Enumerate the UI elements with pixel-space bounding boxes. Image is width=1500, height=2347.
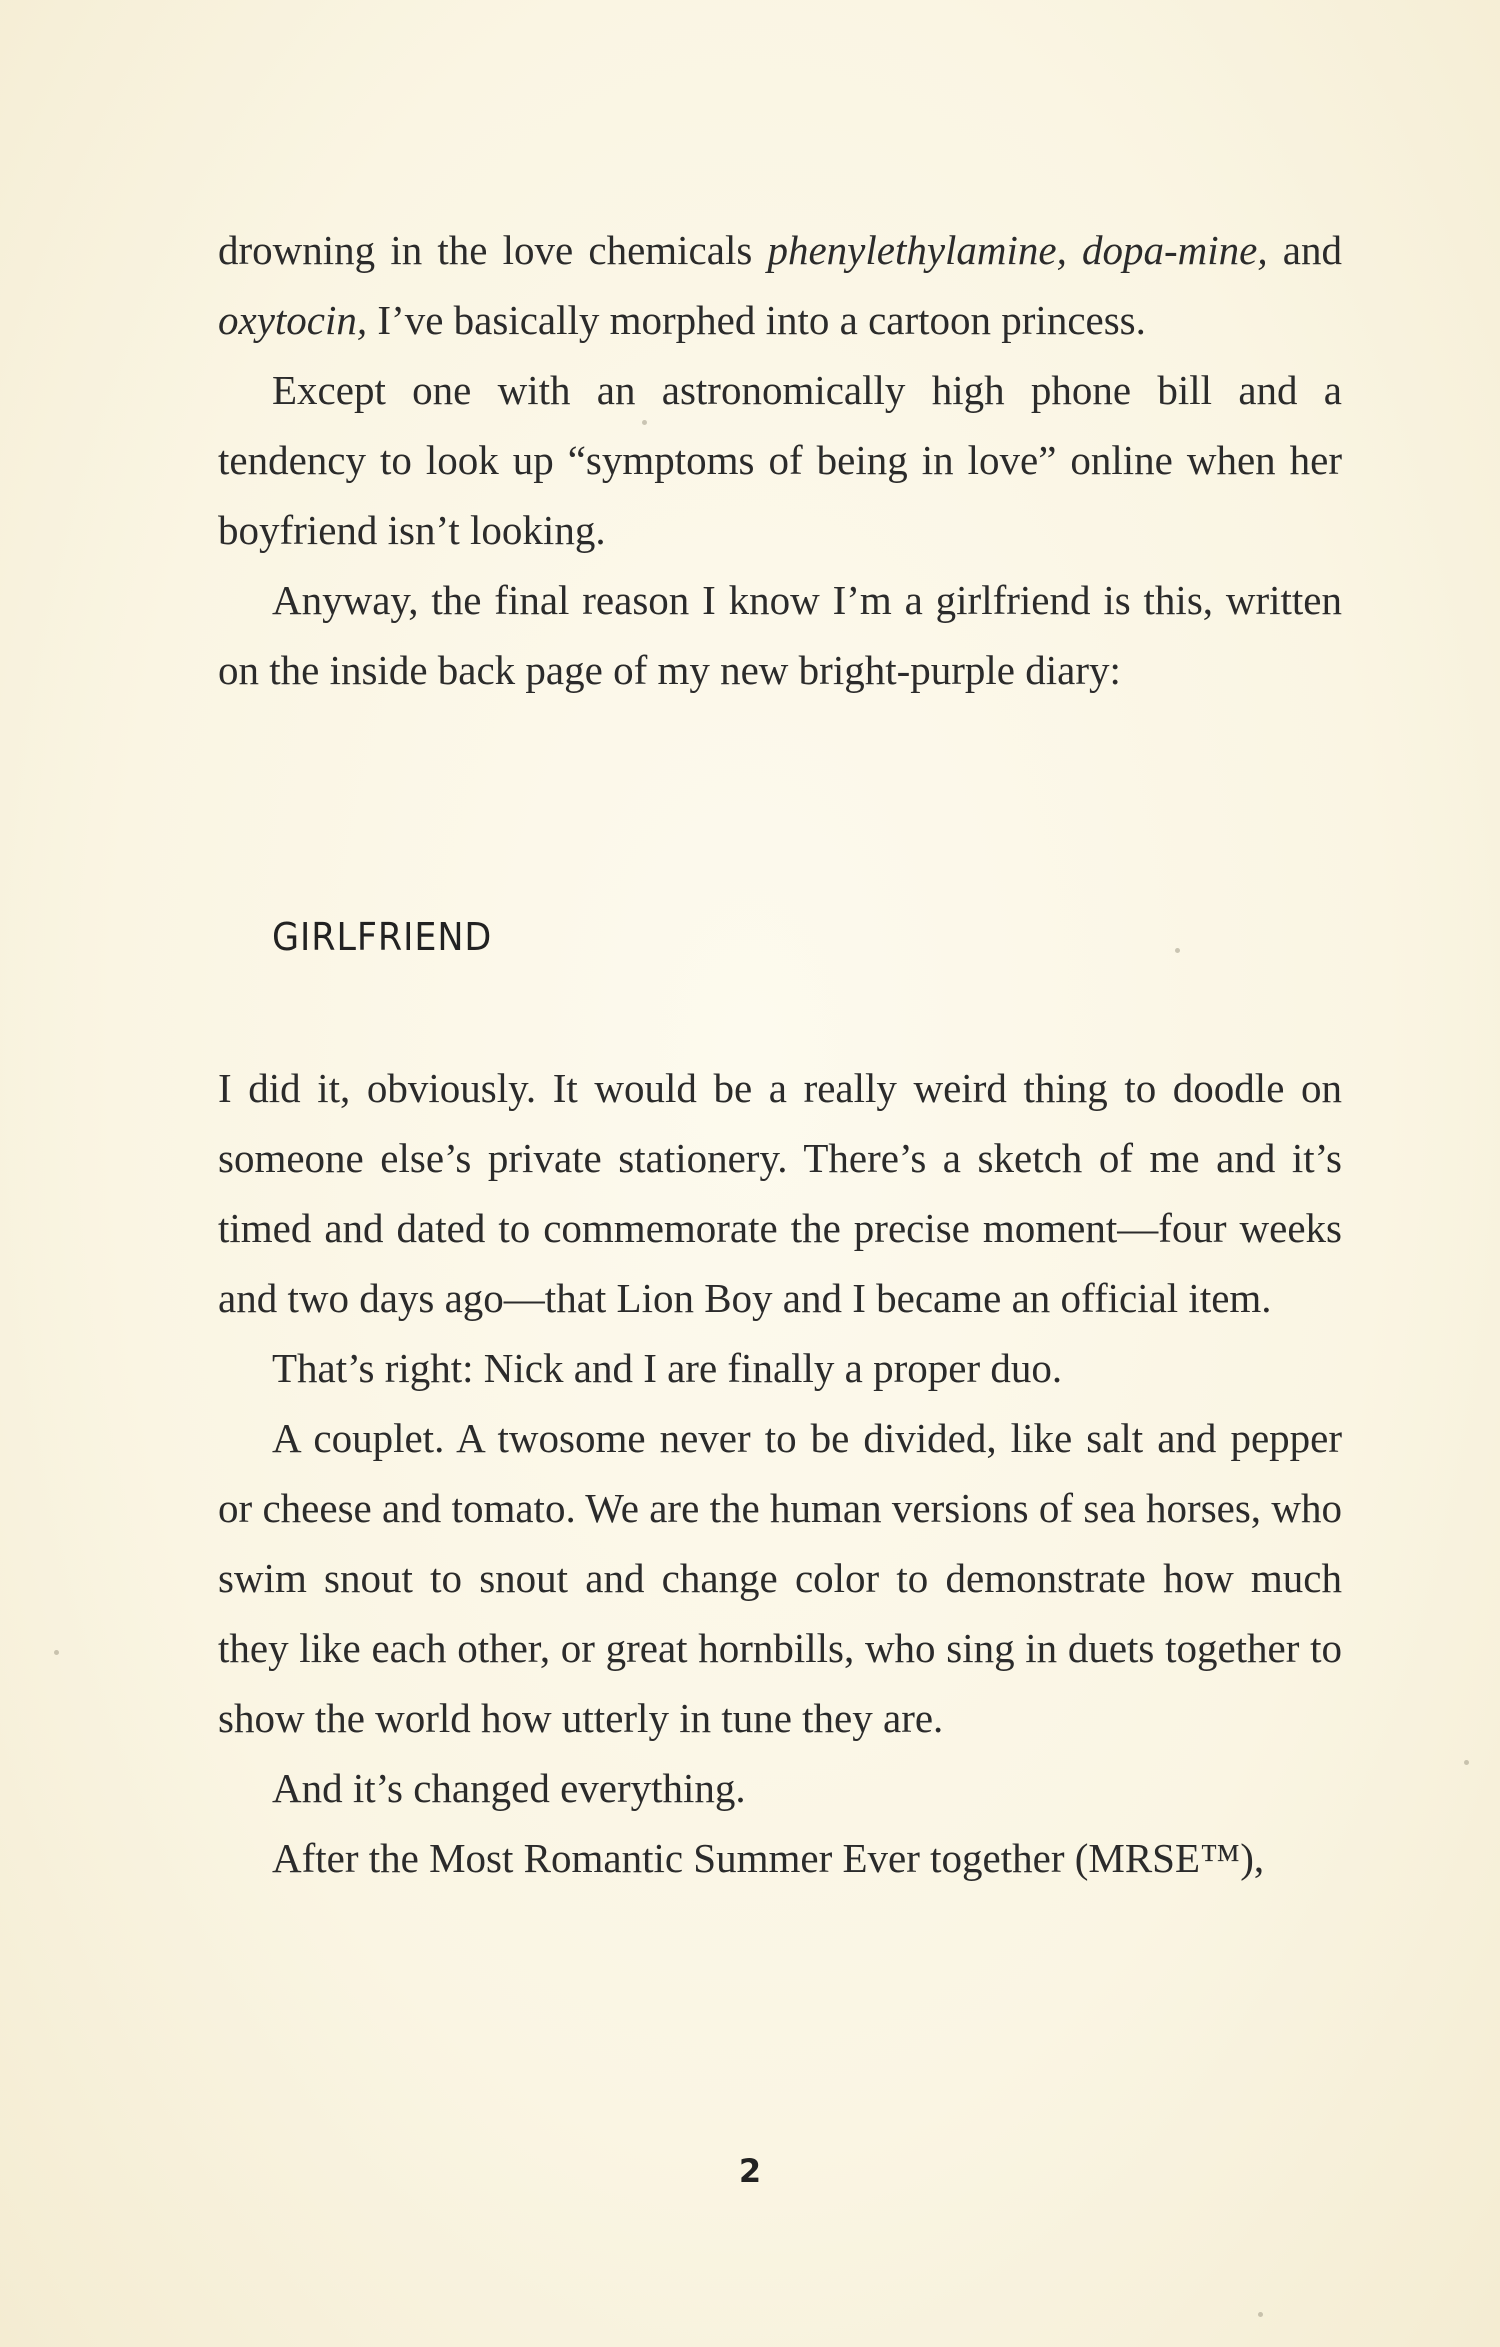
handwritten-doodle: GIRLFRIEND: [272, 915, 493, 959]
paper-speck: [1258, 2312, 1263, 2317]
text-run: Except one with an astronomically high phone bill and a tendency to look up “symptoms of being in love” online when her boyfriend isn’t looking.: [218, 367, 1342, 553]
page-number: 2: [738, 2152, 762, 2190]
paper-speck: [54, 1650, 59, 1655]
paragraph: After the Most Romantic Summer Ever together (MRSE™),: [272, 1835, 1265, 1881]
paragraph: [218, 565, 1342, 705]
text-run: drowning in the love chemicals: [218, 227, 768, 273]
paragraph: I did it, obviously. It would be a really weird thing to doodle on someone else’s private stationery. There’s a sketch of me and it’s timed and dated to commemorate the precise moment—four weeks and two days ago—that Lion Boy and I became an official item.: [218, 1065, 1342, 1321]
paper-speck: [642, 420, 647, 425]
paragraph: A couplet. A twosome never to be divided, like salt and pepper or cheese and tomato. We are the human versions of sea horses, who swim snout to snout and change color to demonstrate how much they like each other, or great hornbills, who sing in duets together to show the world how utterly in tune they are.: [218, 1415, 1342, 1741]
paper-speck: [1175, 948, 1180, 953]
paragraph: And it’s changed everything.: [272, 1765, 746, 1811]
paragraph: That’s right: Nick and I are finally a proper duo.: [272, 1345, 1063, 1391]
italic-run: phenylethylamine, dopa-mine,: [767, 227, 1268, 273]
paragraph-continued: [218, 215, 1342, 355]
bottom-text-block: [218, 1053, 1342, 1893]
top-text-block: [218, 215, 1342, 705]
text-run: Anyway, the final reason I know I’m a girlfriend is this, written on the inside back page of my new bright-purple diary:: [218, 577, 1342, 693]
text-run: and: [1267, 227, 1342, 273]
italic-run: oxytocin,: [218, 297, 368, 343]
paragraph: [218, 355, 1342, 565]
text-run: I’ve basically morphed into a cartoon princess.: [367, 297, 1146, 343]
paper-speck: [1464, 1760, 1469, 1765]
